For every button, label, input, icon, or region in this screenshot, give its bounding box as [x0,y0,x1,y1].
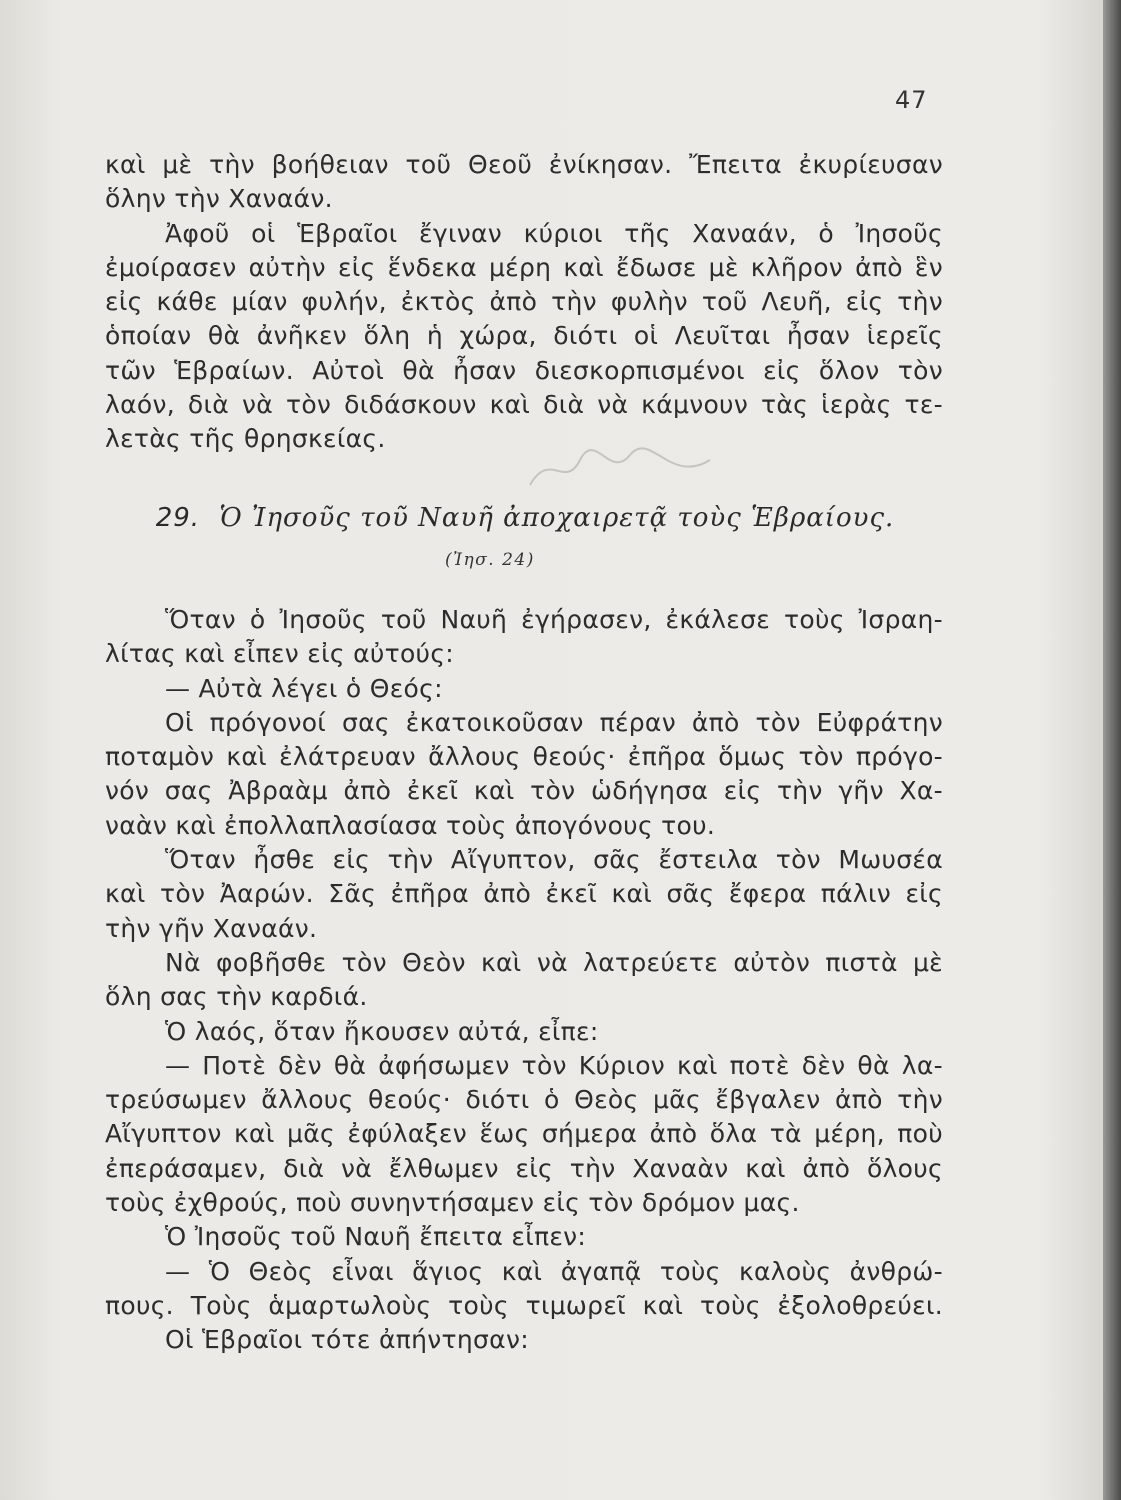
page-number: 47 [895,86,928,114]
section-number: 29. [155,503,201,533]
text-line: ἐμοίρασεν αὐτὴν εἰς ἕνδεκα μέρη καὶ ἔδωσε μὲ κλῆρον ἀπὸ ἓν [105,252,943,282]
section-heading [130,503,920,533]
section-title: Ὁ Ἰησοῦς τοῦ Ναυῆ ἀποχαιρετᾷ τοὺς Ἑβραίους. [219,503,895,533]
text-line: ὁποίαν θὰ ἀνῆκεν ὅλη ἡ χώρα, διότι οἱ Λευῖται ἦσαν ἱερεῖς [105,321,943,351]
text-line: τῶν Ἑβραίων. Αὐτοὶ θὰ ἦσαν διεσκορπισμένοι εἰς ὅλον τὸν [105,355,943,385]
text-line: λαόν, διὰ νὰ τὸν διδάσκουν καὶ διὰ νὰ κάμνουν τὰς ἱερὰς τε- [105,390,943,420]
text-line: λίτας καὶ εἶπεν εἰς αὐτούς: [105,639,455,669]
text-line: ἐπεράσαμεν, διὰ νὰ ἔλθωμεν εἰς τὴν Χαναὰν καὶ ἀπὸ ὅλους [105,1153,943,1183]
text-line: Οἱ Ἑβραῖοι τότε ἀπήντησαν: [165,1325,529,1355]
pencil-scribble [520,440,720,500]
text-line: ναὰν καὶ ἐπολλαπλασίασα τοὺς ἀπογόνους του. [105,810,716,840]
text-line: τοὺς ἐχθρούς, ποὺ συνηντήσαμεν εἰς τὸν δρόμον μας. [105,1188,800,1218]
text-line: καὶ τὸν Ἀαρών. Σᾶς ἐπῆρα ἀπὸ ἐκεῖ καὶ σᾶς ἔφερα πάλιν εἰς [105,879,943,909]
text-block-top [105,148,943,457]
text-line: ὅλην τὴν Χαναάν. [105,184,333,214]
section-reference: (Ἰησ. 24) [445,550,535,570]
text-line: εἰς κάθε μίαν φυλήν, ἐκτὸς ἀπὸ τὴν φυλὴν τοῦ Λευῆ, εἰς τὴν [105,287,943,317]
text-line: πους. Τοὺς ἁμαρτωλοὺς τοὺς τιμωρεῖ καὶ τοὺς ἐξολοθρεύει. [105,1290,943,1320]
text-line: Ὁ λαός, ὅταν ἤκουσεν αὐτά, εἶπε: [165,1016,599,1046]
text-line: νόν σας Ἀβραὰμ ἀπὸ ἐκεῖ καὶ τὸν ὡδήγησα εἰς τὴν γῆν Χα- [105,776,943,806]
page-edge [1103,0,1121,1500]
text-block-main [105,603,943,1358]
text-line: Νὰ φοβῆσθε τὸν Θεὸν καὶ νὰ λατρεύετε αὐτὸν πιστὰ μὲ [165,947,943,977]
text-line: — Αὐτὰ λέγει ὁ Θεός: [165,673,443,703]
text-line: ποταμὸν καὶ ἐλάτρευαν ἄλλους θεούς· ἐπῆρα ὅμως τὸν πρόγο- [105,742,943,772]
text-line: τρεύσωμεν ἄλλους θεούς· διότι ὁ Θεὸς μᾶς ἔβγαλεν ἀπὸ τὴν [105,1085,943,1115]
text-line: ὅλη σας τὴν καρδιά. [105,982,368,1012]
text-line: Ὁ Ἰησοῦς τοῦ Ναυῆ ἔπειτα εἶπεν: [165,1222,587,1252]
text-line: Ὅταν ἦσθε εἰς τὴν Αἴγυπτον, σᾶς ἔστειλα τὸν Μωυσέα [165,845,943,875]
text-line: Ὅταν ὁ Ἰησοῦς τοῦ Ναυῆ ἐγήρασεν, ἐκάλεσε τοὺς Ἰσραη- [165,605,943,634]
text-line: Ἀφοῦ οἱ Ἑβραῖοι ἔγιναν κύριοι τῆς Χαναάν, ὁ Ἰησοῦς [165,218,943,248]
text-line: — Ὁ Θεὸς εἶναι ἅγιος καὶ ἀγαπᾷ τοὺς καλοὺς ἀνθρώ- [165,1256,943,1286]
text-line: τὴν γῆν Χαναάν. [105,913,318,943]
text-line: λετὰς τῆς θρησκείας. [105,424,386,454]
text-line: Αἴγυπτον καὶ μᾶς ἐφύλαξεν ἕως σήμερα ἀπὸ ὅλα τὰ μέρη, ποὺ [105,1119,943,1149]
text-line: Οἱ πρόγονοί σας ἐκατοικοῦσαν πέραν ἀπὸ τὸν Εὐφράτην [165,707,943,737]
text-line: καὶ μὲ τὴν βοήθειαν τοῦ Θεοῦ ἐνίκησαν. Ἔπειτα ἐκυρίευσαν [105,150,943,179]
text-line: — Ποτὲ δὲν θὰ ἀφήσωμεν τὸν Κύριον καὶ ποτὲ δὲν θὰ λα- [165,1050,943,1080]
